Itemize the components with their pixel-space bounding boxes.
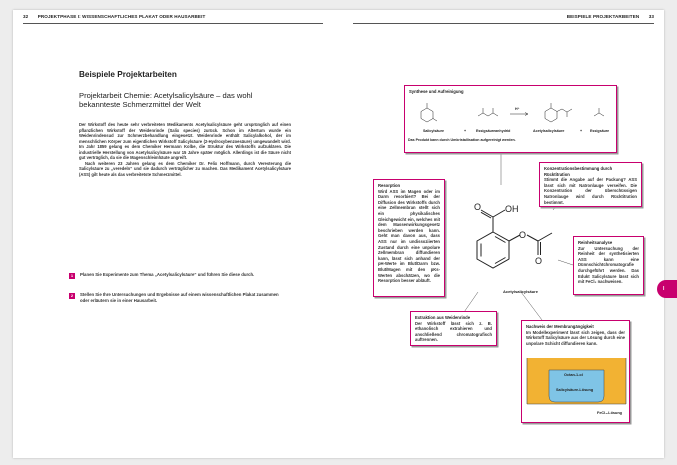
chapter-tab: I <box>657 280 677 298</box>
extraction-title: Extraktion aus Weidenrinde <box>415 315 471 320</box>
body-paragraph-1: Der Wirkstoff des heute sehr verbreiteten Medikaments Acetylsalicylsäure geht ursprünglich auf einen pflanzlichen Wirkstoff der Weidenrinde (Salix species) zurück. Schon im Altertum wurde ein Weidenrindensud zur Schmerzbehandlung eingesetzt. Weidenrinde enthält Salicylalkohol, der im menschlichen Körper zum eigentlichen Wirkstoff Salicylsäure (2-Hydroxybenzoesäure) umgewandelt wird. Im Jahr 1859 gelang es dem Chemiker Hermann Kolbe, die Struktur des Wirkstoffs aufzuklären. Die industrielle Herstellung von Acetylsalicylsäure war 15 Jahre später möglich. Allerdings ist die Säure nicht gut verträglich, da sie die Magenschleimhäute angreift. <box>79 122 291 161</box>
membrane-illustration <box>525 356 628 418</box>
layer-bottom-label: Salicylsäure-Lösung <box>556 388 594 392</box>
project-title-line-2: bekannteste Schmerzmittel der Welt <box>79 100 201 110</box>
purity-box <box>573 236 644 295</box>
molecule-name: Acetylsalicylsäure <box>503 289 538 294</box>
left-running-title: PROJEKTPHASE I: WISSENSCHAFTLICHES PLAKAT ODER HAUSARBEIT <box>37 14 206 19</box>
membrane-title: Nachweis der Membrangängigkeit <box>526 324 594 329</box>
purity-text: Zur Untersuchung der Reinheit der synthetisierten ASS kann eine Dünnschichtchromatografie durchgeführt werden. Das Edukt Salicylsäure lässt sich mit FeCl₃ nachweisen. <box>578 245 639 285</box>
membrane-text: Im Modellexperiment lässt sich zeigen, dass der Wirkstoff Salicylsäure aus der Lösung durch eine unpolare Schicht diffundieren kann. <box>526 329 625 346</box>
ester-o-label: O <box>519 230 527 240</box>
resorption-box <box>373 179 445 297</box>
synthesis-note: Das Produkt kann durch Umkristallisation aufgereinigt werden. <box>408 138 516 142</box>
synthesis-plus-2: + <box>580 129 583 133</box>
synthesis-title: Synthese und Aufreinigung <box>409 89 464 94</box>
resorption-title: Resorption <box>378 183 401 188</box>
layer-top-label: Octan-1-ol <box>564 373 583 377</box>
fecl3-label: FeCl₃-Lösung <box>597 411 622 415</box>
left-page-number: 32 <box>23 14 29 19</box>
carbonyl-o-label: O <box>474 202 482 212</box>
hydroxyl-label: OH <box>505 204 519 214</box>
resorption-text: Wird ASS im Magen oder im Darm resorbiert? Bei der Diffusion des Wirkstoffs durch eine Zellmembran stellt sich ein physikalisches Gleichgewicht ein, welches mit dem Massenwirkungsgesetz beschrieben werden kann. Geht man davon aus, dass ASS nur im undissoziierten Zustand durch eine unpolare Zellmembran diffundieren kann, lässt sich anhand der pH-Werte im Blut/Darm bzw. Blut/Magen mit den pKs-Werten abschätzen, wo die Resorption besser abläuft. <box>378 188 440 284</box>
synthesis-reagent-2: Essigsäureanhydrid <box>476 129 511 133</box>
extraction-text: Der Wirkstoff lässt sich z. B. ethanolisch extrahieren und anschließend chromatografisch auftrennen. <box>415 320 492 343</box>
task-text: Stellen Sie Ihre Untersuchungen und Ergebnisse auf einem wissenschaftlichen Plakat zusammen oder erläutern sie in einer Hausarbeit. <box>80 292 279 303</box>
section-title: Beispiele Projektarbeiten <box>79 70 177 79</box>
book-spread <box>13 10 664 458</box>
synthesis-catalyst: H⁺ <box>515 107 520 111</box>
project-title-line-1: Projektarbeit Chemie: Acetylsalicylsäure – das wohl <box>79 91 253 100</box>
concentration-title: Konzentrationsbestimmung durch Rücktitration <box>544 166 613 177</box>
purity-title: Reinheitsanalyse <box>578 240 613 245</box>
acetyl-o-label: O <box>535 256 543 266</box>
synthesis-scheme <box>406 94 615 142</box>
synthesis-reagent-1: Salicylsäure <box>423 129 444 133</box>
synthesis-product-2: Essigsäure <box>590 129 610 133</box>
body-paragraph-2: Nach weiteren 23 Jahren gelang es dem Chemiker Dr. Felix Hoffmann, durch Veresterung die Salicylsäure zu „veredeln“ und sie dadurch verträglicher zu machen. Das Medikament Acetylsalicylsäure (ASS) gilt heute als das verbreitetste Schmerzmittel. <box>79 160 291 177</box>
extraction-box <box>410 311 497 346</box>
concentration-text: Stimmt die Angabe auf der Packung? ASS lässt sich mit Natronlauge verseifen. Die Konzentration der überschüssigen Natronlauge wird durch Rücktitration bestimmt. <box>544 177 637 205</box>
task-number-badge: 2 <box>70 292 74 298</box>
right-page-number: 33 <box>648 14 654 19</box>
synthesis-plus-1: + <box>464 129 467 133</box>
right-running-title: BEISPIELE PROJEKTARBEITEN <box>566 14 640 19</box>
acetylsalicylic-acid-structure <box>468 200 578 300</box>
synthesis-product-1: Acetylsalicylsäure <box>533 129 565 133</box>
task-number-badge: 1 <box>70 272 74 278</box>
task-text: Planen Sie Experimente zum Thema „Acetylsalicylsäure“ und führen Sie diese durch. <box>80 272 255 277</box>
